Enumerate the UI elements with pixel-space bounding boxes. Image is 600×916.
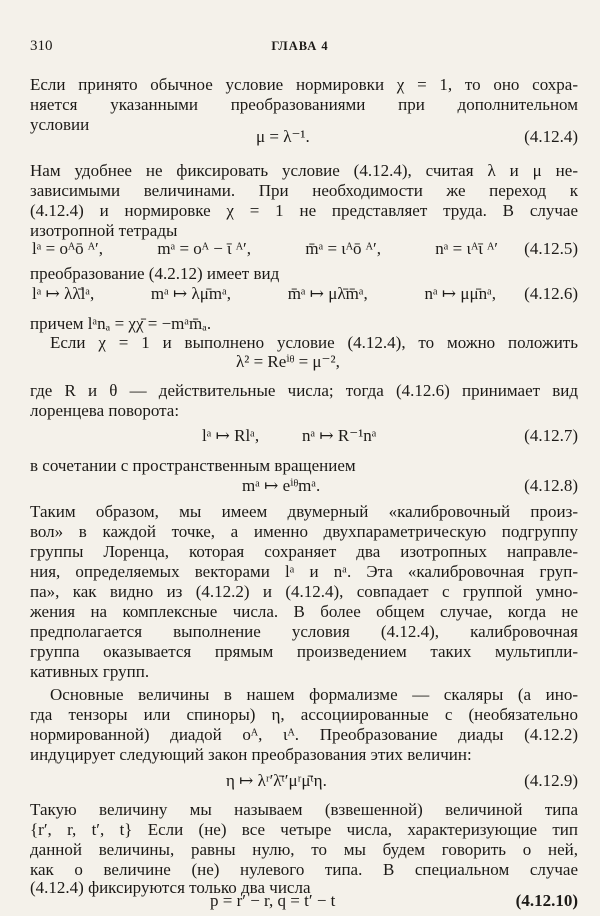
text-line: Нам удобнее не фиксировать условие (4.12.4), считая λ и μ не- bbox=[30, 161, 578, 180]
text-line: Если χ = 1 и выполнено условие (4.12.4), то можно положить bbox=[50, 333, 578, 352]
equation-body: mᵃ ↦ eⁱᶿmᵃ. bbox=[242, 476, 321, 495]
equation-number: (4.12.4) bbox=[524, 127, 578, 146]
equation-number: (4.12.8) bbox=[524, 476, 578, 495]
equation-number: (4.12.5) bbox=[524, 239, 578, 258]
equation-4-12-6 bbox=[30, 283, 578, 305]
chapter-title: ГЛАВА 4 bbox=[271, 39, 329, 53]
text-line: Таким образом, мы имеем двумерный «калибровочный произ- bbox=[30, 502, 578, 521]
equation-part: m̄ᵃ ↦ μλ̄m̄ᵃ, bbox=[287, 284, 368, 303]
text-line: нормированной) диадой oᴬ, ιᴬ. Преобразование диады (4.12.2) bbox=[30, 725, 578, 744]
text-line: индуцирует следующий закон преобразования этих величин: bbox=[30, 745, 472, 764]
equation-body: μ = λ⁻¹. bbox=[256, 127, 310, 146]
text-line: преобразование (4.2.12) имеет вид bbox=[30, 264, 280, 283]
page-number: 310 bbox=[30, 38, 53, 54]
text-line: ния, определяемых векторами lᵃ и nᵃ. Эта «калибровочная груп- bbox=[30, 562, 578, 581]
equation-part: nᵃ = ιᴬῑ ᴬ′ bbox=[435, 239, 498, 258]
text-line: как о величине (не) нулевого типа. В специальном случае bbox=[30, 860, 578, 879]
text-line: {r′, r, t′, t} Если (не) все четыре числа, характеризующие тип bbox=[30, 820, 578, 839]
text-line: изотропной тетрады bbox=[30, 221, 178, 240]
equation-body: λ² = Reⁱᶿ = μ⁻², bbox=[236, 352, 340, 371]
text-line: группа оказывается прямым произведением таких мультипли- bbox=[30, 642, 578, 661]
text-line: причем lᵃnₐ = χχ̄ = −mᵃm̄ₐ. bbox=[30, 314, 212, 333]
text-line: (4.12.4) и нормировке χ = 1 не представляет труда. В случае bbox=[30, 201, 578, 220]
equation-part: lᵃ ↦ λλ̄lᵃ, bbox=[32, 284, 95, 303]
equation-lambda bbox=[30, 351, 578, 373]
text-line: Если принято обычное условие нормировки χ = 1, то оно сохра- bbox=[30, 75, 578, 94]
equation-part: mᵃ = oᴬ − ῑ ᴬ′, bbox=[157, 239, 252, 258]
text-line: зависимыми величинами. При необходимости же переход к bbox=[30, 181, 578, 200]
text-line: в сочетании с пространственным вращением bbox=[30, 456, 356, 475]
text-line: Такую величину мы называем (взвешенной) величиной типа bbox=[30, 800, 578, 819]
text-line: данной величины, равны нулю, то мы будем говорить о ней, bbox=[30, 840, 578, 859]
equation-part: nᵃ ↦ μμ̄nᵃ, bbox=[424, 284, 496, 303]
text-line: гда тензоры или спиноры) η, ассоциированные с (необязательно bbox=[30, 705, 578, 724]
equation-part: m̄ᵃ = ιᴬō ᴬ′, bbox=[305, 239, 381, 258]
equation-number: (4.12.9) bbox=[524, 771, 578, 790]
equation-number: (4.12.10) bbox=[515, 891, 578, 910]
equation-4-12-10 bbox=[30, 890, 578, 912]
text-line: вол» в каждой точке, а именно двухпараметрическую подгруппу bbox=[30, 522, 578, 541]
text-line: няется указанными преобразованиями при дополнительном bbox=[30, 95, 578, 114]
equation-number: (4.12.6) bbox=[524, 284, 578, 303]
text-line: где R и θ — действительные числа; тогда (4.12.6) принимает вид bbox=[30, 381, 578, 400]
text-line: лоренцева поворота: bbox=[30, 401, 180, 420]
text-line: предполагается выполнение условия (4.12.4), калибровочная bbox=[30, 622, 578, 641]
equation-part: nᵃ ↦ R⁻¹nᵃ bbox=[302, 426, 377, 445]
equation-body: η ↦ λʳ′λ̄ᵗ′μʳμ̄ᵗη. bbox=[226, 771, 327, 790]
text-line: группы Лоренца, которая сохраняет два изотропных направле- bbox=[30, 542, 578, 561]
equation-part: mᵃ ↦ λμ̄mᵃ, bbox=[150, 284, 232, 303]
equation-4-12-9 bbox=[30, 770, 578, 792]
text-line: кативных групп. bbox=[30, 662, 150, 681]
text-line: (4.12.4) фиксируются только два числа bbox=[30, 878, 311, 897]
equation-4-12-8 bbox=[30, 475, 578, 497]
equation-part: lᵃ ↦ Rlᵃ, bbox=[202, 426, 260, 445]
equation-body: p = r′ − r, q = t′ − t bbox=[210, 891, 336, 910]
text-line: условии bbox=[30, 115, 90, 134]
text-line: па», как видно из (4.12.2) и (4.12.4), совпадает с группой умно- bbox=[30, 582, 578, 601]
equation-part: lᵃ = oᴬō ᴬ′, bbox=[32, 239, 104, 258]
equation-4-12-4 bbox=[30, 126, 578, 148]
text-line: жения на комплексные числа. В более общем случае, когда не bbox=[30, 602, 578, 621]
equation-number: (4.12.7) bbox=[524, 426, 578, 445]
text-line: Основные величины в нашем формализме — скаляры (а ино- bbox=[50, 685, 578, 704]
equation-4-12-5 bbox=[30, 238, 578, 260]
equation-4-12-7 bbox=[30, 425, 578, 447]
